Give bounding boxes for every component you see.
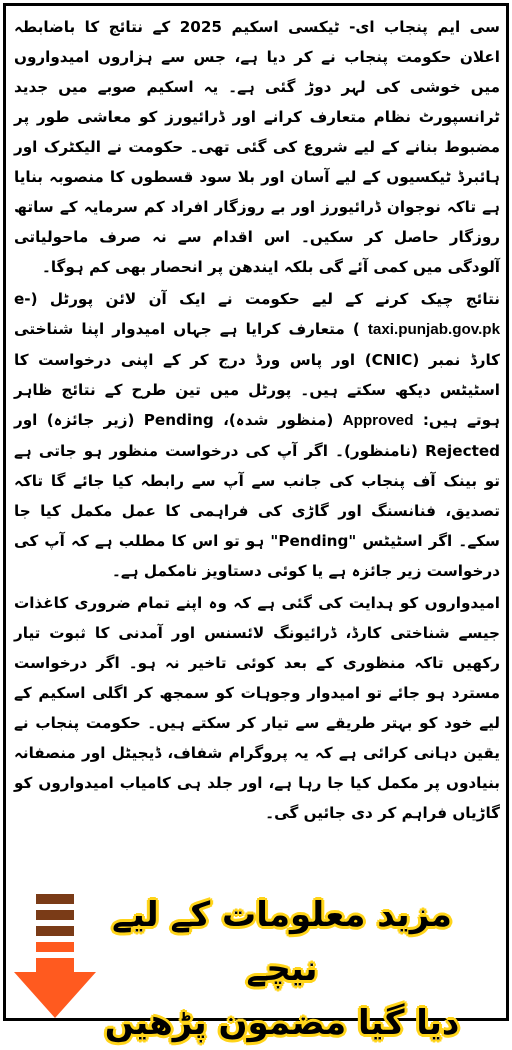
article-frame: [3, 3, 509, 1043]
paragraph-instructions: امیدواروں کو ہدایت کی گئی ہے کہ وہ اپنے تمام ضروری کاغذات جیسے شناختی کارڈ، ڈرائیونگ لائسنس اور آمدنی کا ثبوت تیار رکھیں تاکہ منظوری کے بعد کوئی تاخیر نہ ہو۔ اگر درخواست مسترد ہو جائے تو امیدوار وجوہات کو سمجھ کر اگلی اسکیم کے لیے خود کو بہتر طریقے سے تیار کر سکتے ہیں۔ حکومت پنجاب نے یقین دہانی کرائی ہے کہ یہ پروگرام شفاف، ڈیجیٹل اور منصفانہ بنیادوں پر مکمل کیا جا رہا ہے، اور جلد ہی کامیاب امیدواروں کو گاڑیاں فراہم کر دی جائیں گی۔: [14, 594, 500, 822]
read-more-banner[interactable]: [6, 886, 506, 1043]
read-more-line-2: دیا گیا مضمون پڑھیں: [104, 1003, 460, 1043]
article-body: [14, 12, 500, 830]
paragraph-intro: سی ایم پنجاب ای- ٹیکسی اسکیم 2025 کے نتائج کا باضابطہ اعلان حکومت پنجاب نے کر دیا ہے، جس سے ہزاروں امیدواروں میں خوشی کی لہر دوڑ گئی ہے۔ یہ اسکیم صوبے میں جدید ٹرانسپورٹ نظام متعارف کرانے اور ڈرائیورز کو معاشی طور پر مضبوط بنانے کے لیے شروع کی گئی تھی۔ حکومت نے الیکٹرک اور ہائبرڈ ٹیکسیوں کے لیے آسان اور بلا سود قسطوں کا منصوبہ بنایا ہے تاکہ نوجوان ڈرائیورز اور بے روزگار افراد کم سرمایہ کے ساتھ روزگار حاصل کر سکیں۔ اس اقدام سے نہ صرف ماحولیاتی آلودگی میں کمی آئے گی بلکہ ایندھن پر انحصار بھی کم ہوگا۔: [14, 18, 500, 276]
read-more-line-1: مزید معلومات کے لیے نیچے: [112, 895, 452, 989]
portal-text-b: ) متعارف کرایا ہے جہاں امیدوار اپنا شناختی کارڈ نمبر (CNIC) اور پاس ورڈ درج کر کے اپنی درخواست کا اسٹیٹس دیکھ سکتے ہیں۔ پورٹل میں تین طرح کے نتائج ظاہر ہوتے ہیں:: [14, 320, 501, 429]
paragraph-portal: [14, 284, 500, 586]
portal-url: taxi.punjab.gov.pk: [367, 321, 501, 338]
status-approved: Approved: [342, 412, 414, 429]
read-more-text: [72, 888, 492, 1050]
portal-text-c: (منظور شدہ)، Pending (زیر جائزہ) اور Rejected (نامنظور)۔ اگر آپ کی درخواست منظور ہو جاتی ہے تو بینک آف پنجاب کی جانب سے آپ سے رابطہ کیا جائے گا تاکہ تصدیق، فنانسنگ اور گاڑی کی فراہمی کا عمل مکمل کیا جا سکے۔ اگر اسٹیٹس "Pending" ہو تو اس کا مطلب ہے کہ آپ کی درخواست زیر جائزہ ہے یا کوئی دستاویز نامکمل ہے۔: [14, 411, 500, 580]
portal-text-a: نتائج چیک کرنے کے لیے حکومت نے ایک آن لائن پورٹل (e-: [14, 290, 500, 308]
